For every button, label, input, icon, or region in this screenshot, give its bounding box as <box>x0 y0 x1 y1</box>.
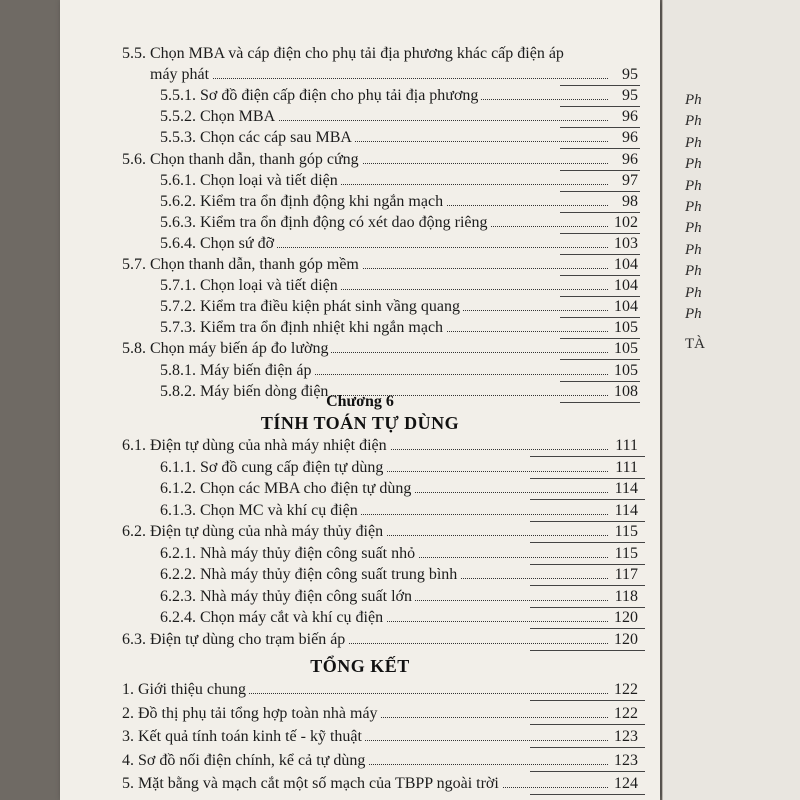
toc-entry <box>60 704 660 726</box>
toc-entry-label: 6.1.3. Chọn MC và khí cụ điện <box>160 501 361 521</box>
toc-entry <box>60 436 660 458</box>
toc-entry-label: 5.6.2. Kiểm tra ổn định động khi ngắn mạch <box>160 192 446 212</box>
toc-entry <box>60 150 660 172</box>
toc-entry <box>60 339 660 361</box>
toc-entry-label: 1. Giới thiệu chung <box>122 680 249 700</box>
toc-entry-label: 5.6.4. Chọn sứ đỡ <box>160 234 277 254</box>
chapter-6-label: Chương 6 <box>326 393 394 410</box>
toc-entry-label: 5.7. Chọn thanh dẫn, thanh góp mềm <box>122 255 362 275</box>
toc-entry-page: 120 <box>614 630 638 648</box>
toc-entry-label: 6.2.3. Nhà máy thủy điện công suất lớn <box>160 587 415 607</box>
toc-entry-page: 108 <box>614 382 638 400</box>
toc-entry <box>60 751 660 773</box>
toc-entry <box>60 213 660 235</box>
toc-entry-page: 105 <box>614 340 638 358</box>
toc-entry <box>60 458 660 480</box>
toc-entry <box>60 630 660 652</box>
toc-entry-page: 117 <box>614 566 638 583</box>
toc-entry <box>60 86 660 108</box>
toc-entry-page: 97 <box>622 171 638 189</box>
toc-entry-page: 103 <box>614 234 638 252</box>
toc-entry-label: 5.6.3. Kiểm tra ổn định động có xét dao động riêng <box>160 213 491 233</box>
toc-entry-page: 105 <box>614 361 638 379</box>
toc-entry-page: 118 <box>614 587 638 605</box>
toc-entry <box>60 565 660 587</box>
toc-entry <box>60 587 660 609</box>
facing-page-marker: Ph <box>685 156 702 173</box>
page-underline <box>530 700 645 701</box>
facing-page-tail: TÀ <box>685 336 705 352</box>
facing-page-marker: Ph <box>685 199 702 215</box>
toc-entry <box>60 774 660 796</box>
toc-entry <box>60 608 660 630</box>
toc-entry-label: 5.7.3. Kiểm tra ổn định nhiệt khi ngắn mạch <box>160 318 446 338</box>
toc-entry-page: 115 <box>614 544 638 562</box>
toc-entry-label: 5.6. Chọn thanh dẫn, thanh góp cứng <box>122 150 362 170</box>
page-underline <box>530 650 645 651</box>
toc-entry-label: 6.1.1. Sơ đồ cung cấp điện tự dùng <box>160 458 386 478</box>
toc-entry-label: máy phát <box>150 65 212 85</box>
toc-entry-page: 124 <box>614 775 638 792</box>
toc-entry-label: 3. Kết quả tính toán kinh tế - kỹ thuật <box>122 727 365 747</box>
toc-entry-page: 96 <box>622 129 638 147</box>
toc-entry-label: 5. Mặt bằng và mạch cắt một số mạch của TBPP ngoài trời <box>122 774 502 794</box>
toc-entry <box>60 65 660 87</box>
toc-entry-page: 104 <box>614 298 638 316</box>
toc-entry <box>60 297 660 319</box>
toc-entry-page: 111 <box>615 458 638 476</box>
facing-page-marker: Ph <box>685 220 702 237</box>
toc-entry-label: 5.5.1. Sơ đồ điện cấp điện cho phụ tải địa phương <box>160 86 481 106</box>
toc-entry-page: 104 <box>614 256 638 273</box>
toc-entry-label: 2. Đồ thị phụ tải tổng hợp toàn nhà máy <box>122 704 381 724</box>
toc-entry <box>60 234 660 256</box>
toc-entry <box>60 479 660 501</box>
toc-entry-page: 122 <box>614 704 638 722</box>
toc-entry <box>60 680 660 702</box>
book-page <box>60 0 660 800</box>
chapter-6-title: TÍNH TOÁN TỰ DÙNG <box>260 413 460 433</box>
toc-entry <box>60 318 660 340</box>
facing-page-marker: Ph <box>685 113 702 130</box>
toc-entry-label: 6.2.1. Nhà máy thủy điện công suất nhỏ <box>160 544 418 564</box>
toc-entry <box>60 171 660 193</box>
toc-entry-label: 4. Sơ đồ nối điện chính, kể cả tự dùng <box>122 751 368 771</box>
toc-entry-label: 6.3. Điện tự dùng cho trạm biến áp <box>122 630 348 650</box>
toc-entry-label: 6.2. Điện tự dùng của nhà máy thủy điện <box>122 522 386 542</box>
toc-entry-page: 102 <box>614 213 638 231</box>
toc-entry-label: 6.1. Điện tự dùng của nhà máy nhiệt điện <box>122 436 390 456</box>
toc-entry-page: 114 <box>614 480 638 497</box>
facing-page-marker: Ph <box>685 134 702 151</box>
toc-entry <box>60 107 660 129</box>
facing-page-marker: Ph <box>685 306 702 322</box>
toc-entry-label: 6.1.2. Chọn các MBA cho điện tự dùng <box>160 479 414 499</box>
facing-page-marker: Ph <box>685 92 702 108</box>
facing-page <box>662 0 800 800</box>
page-underline <box>530 794 645 795</box>
toc-entry-page: 122 <box>614 681 638 698</box>
facing-page-marker: Ph <box>685 177 702 194</box>
page-underline <box>530 724 645 725</box>
toc-entry-page: 120 <box>614 609 638 626</box>
page-underline <box>530 771 645 772</box>
toc-entry-label: 5.6.1. Chọn loại và tiết diện <box>160 171 341 191</box>
toc-entry-label: 6.2.4. Chọn máy cắt và khí cụ điện <box>160 608 386 628</box>
summary-title: TỔNG KẾT <box>310 656 410 676</box>
toc-entry-page: 115 <box>614 523 638 540</box>
toc-entry-label: 5.8. Chọn máy biến áp đo lường <box>122 339 331 359</box>
toc-entry-page: 105 <box>614 319 638 337</box>
toc-entry <box>60 44 660 66</box>
toc-entry <box>60 727 660 749</box>
facing-page-marker: Ph <box>685 263 702 280</box>
toc-entry-page: 95 <box>622 66 638 84</box>
toc-entry-page: 95 <box>622 87 638 105</box>
facing-page-marker: Ph <box>685 241 702 258</box>
toc-entry <box>60 361 660 383</box>
toc-entry-label: 5.5.2. Chọn MBA <box>160 107 278 127</box>
toc-entry <box>60 522 660 544</box>
toc-entry-label: 5.5. Chọn MBA và cáp điện cho phụ tải địa phương khác cấp điện áp <box>122 44 567 64</box>
toc-entry <box>60 276 660 298</box>
toc-entry-page: 96 <box>622 150 638 168</box>
toc-entry-label: 6.2.2. Nhà máy thủy điện công suất trung bình <box>160 565 460 585</box>
toc-entry <box>60 544 660 566</box>
toc-entry-page: 98 <box>622 192 638 210</box>
toc-entry-label: 5.7.1. Chọn loại và tiết diện <box>160 276 341 296</box>
toc-entry-label: 5.8.2. Máy biến dòng điện <box>160 382 331 402</box>
toc-entry-page: 104 <box>614 277 638 295</box>
toc-entry-label: 5.8.1. Máy biến điện áp <box>160 361 315 381</box>
toc-entry-page: 114 <box>614 501 638 519</box>
toc-entry-page: 123 <box>614 751 638 769</box>
toc-entry-page: 111 <box>615 437 638 454</box>
dot-leader <box>150 78 608 79</box>
toc-entry <box>60 128 660 150</box>
toc-entry <box>60 192 660 214</box>
toc-entry-page: 96 <box>622 108 638 126</box>
toc-entry-label: 5.5.3. Chọn các cáp sau MBA <box>160 128 355 148</box>
toc-entry <box>60 501 660 523</box>
toc-entry-page: 123 <box>614 728 638 745</box>
page-underline <box>530 747 645 748</box>
facing-page-marker: Ph <box>685 284 702 301</box>
toc-entry-label: 5.7.2. Kiểm tra điều kiện phát sinh vầng quang <box>160 297 463 317</box>
toc-entry <box>60 255 660 277</box>
